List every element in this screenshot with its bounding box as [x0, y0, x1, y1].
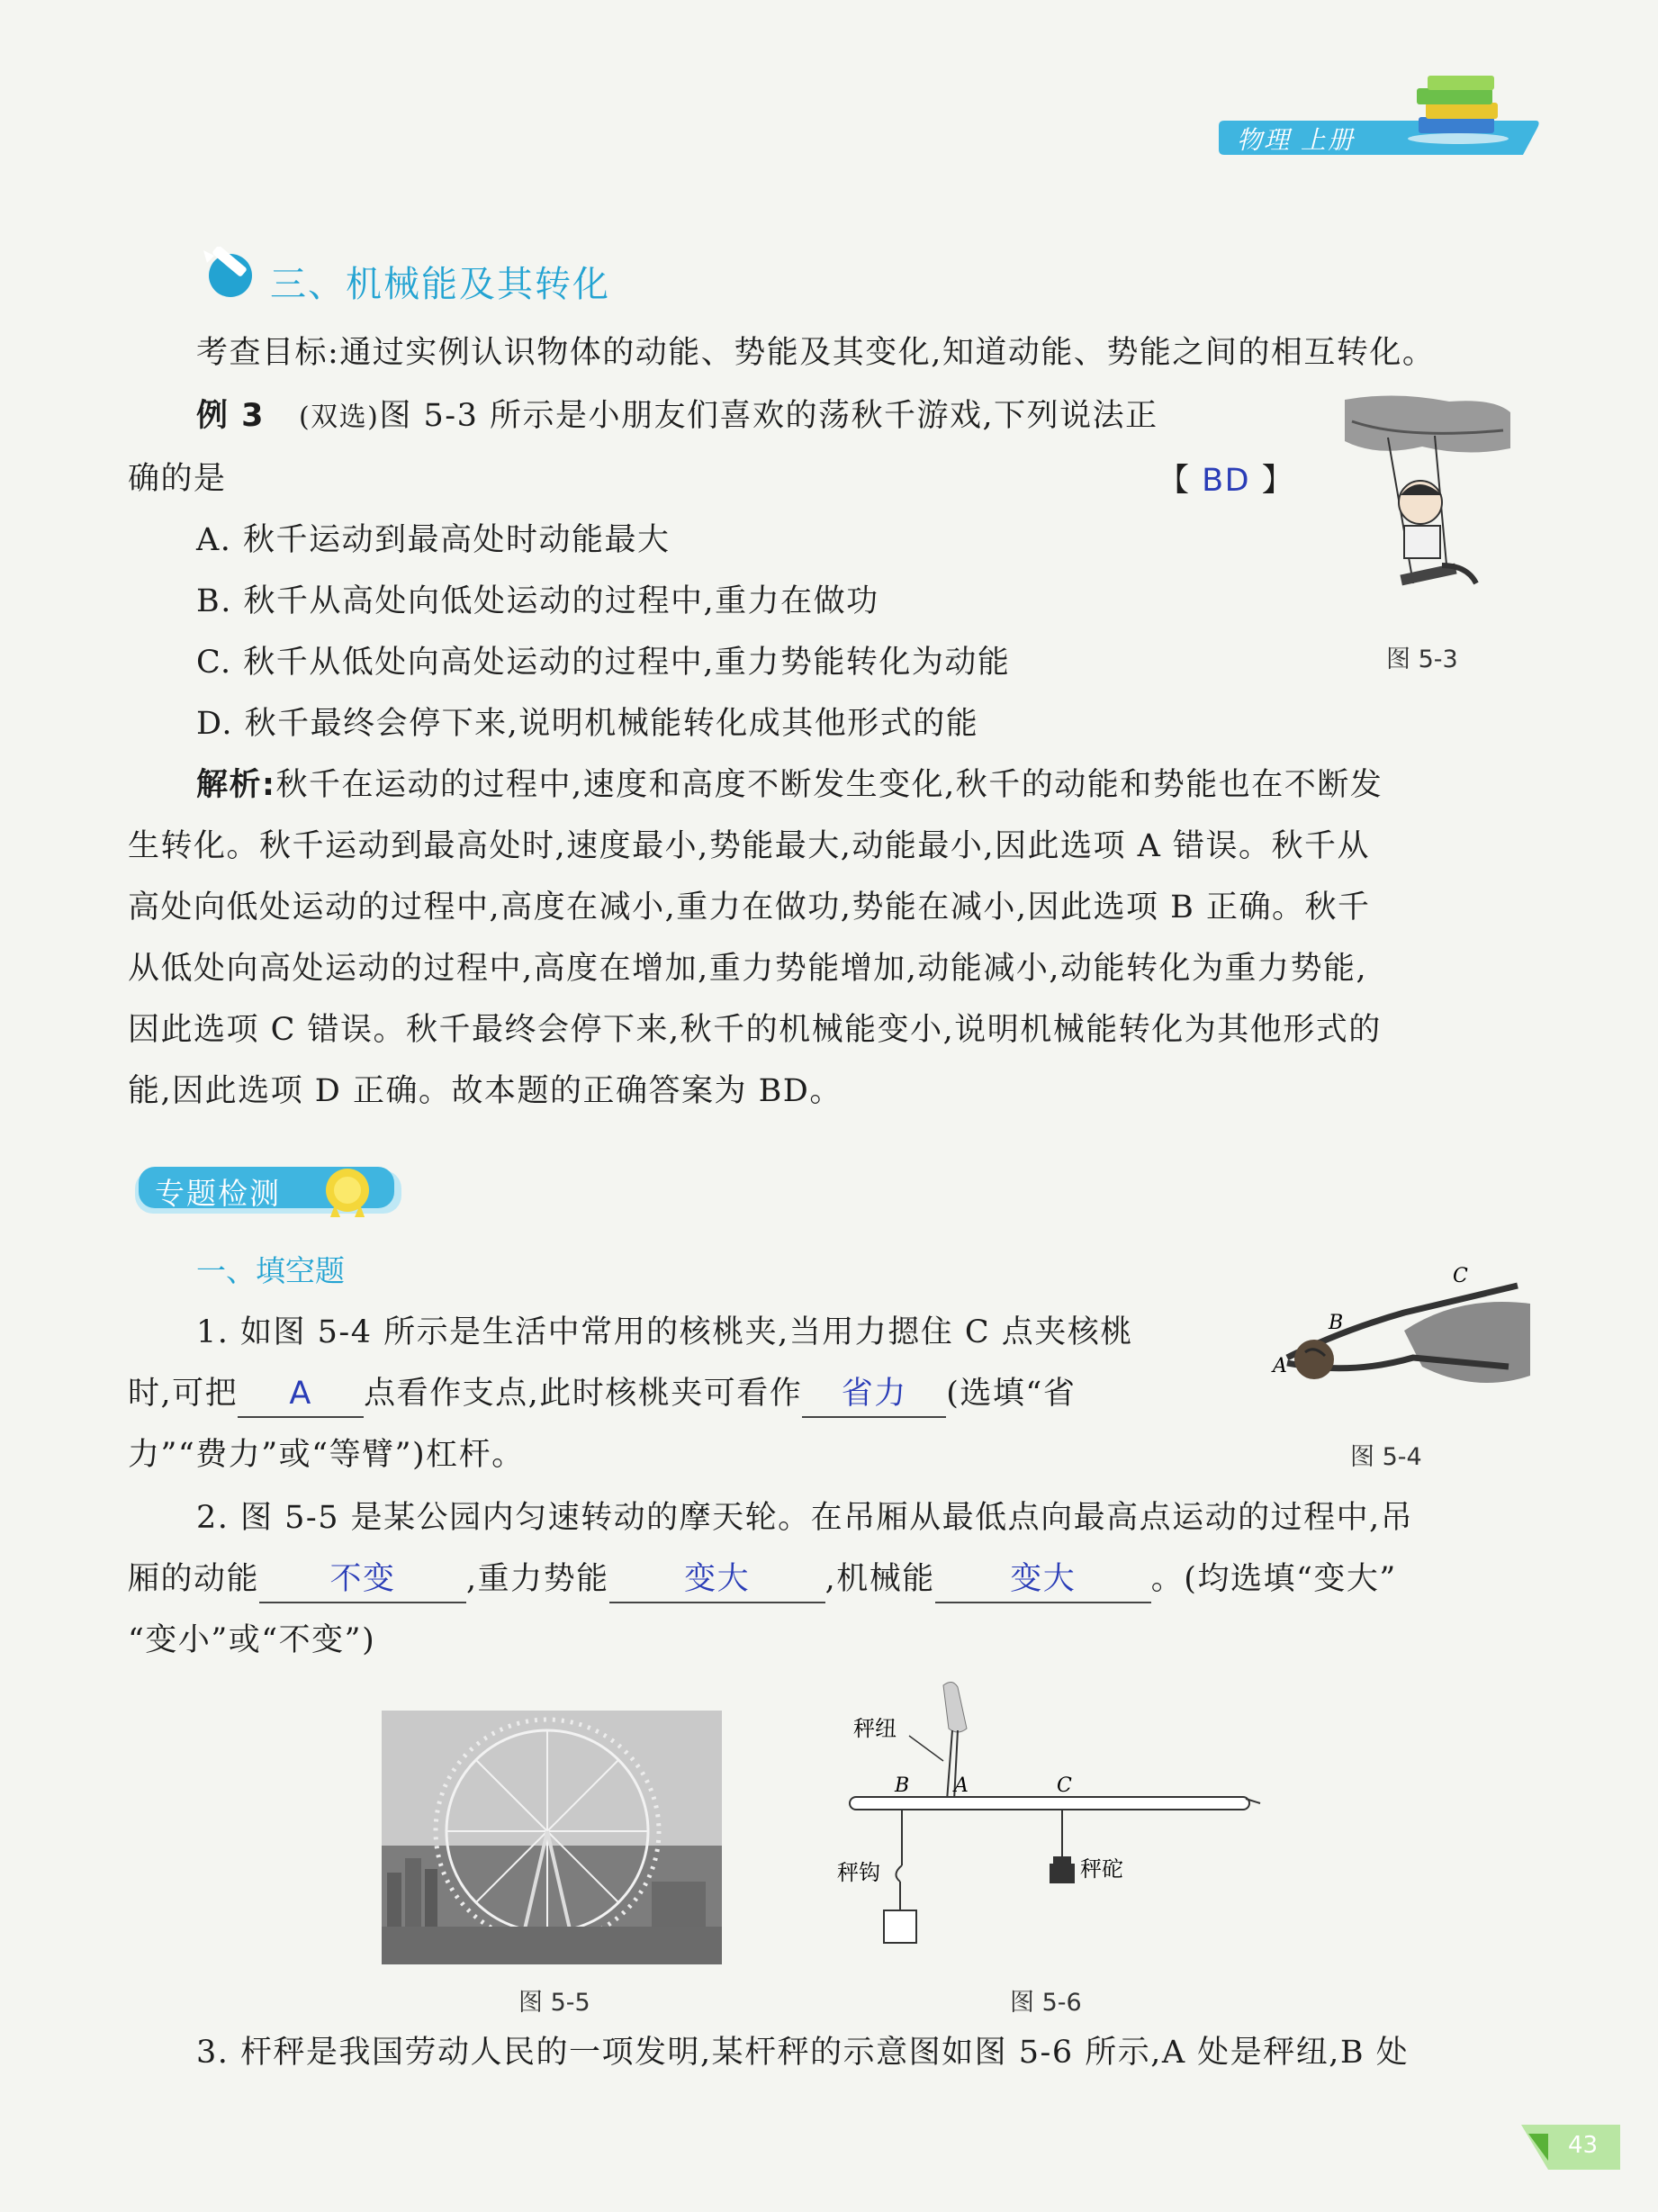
example-stem-text: 图 5-3 所示是小朋友们喜欢的荡秋千游戏,下列说法正: [379, 398, 1158, 434]
q1-answer-2: 省力: [802, 1375, 946, 1418]
bracket-left: 【: [1158, 463, 1191, 499]
q1-text-c: (选填“省: [946, 1376, 1077, 1412]
example-stem-line2: 确的是: [128, 461, 227, 497]
figure-5-5-caption: 图 5-5: [518, 1989, 590, 2017]
analysis-line-2: 生转化。秋千运动到最高处时,速度最小,势能最大,动能最小,因此选项 A 错误。秋千从: [128, 828, 1371, 864]
label-b: B: [895, 1774, 910, 1797]
steelyard-diagram: [837, 1680, 1278, 1963]
analysis-line-1: [196, 754, 1383, 816]
q2-line1: 2. 图 5-5 是某公园内匀速转动的摩天轮。在吊厢从最低点向最高点运动的过程中,吊: [196, 1500, 1414, 1536]
q2-text-d: 。(均选填“变大”: [1150, 1561, 1397, 1597]
swing-illustration: [1341, 394, 1512, 600]
page-number-badge: [1521, 2125, 1620, 2170]
q1-line3: 力”“费力”或“等臂”)杠杆。: [128, 1437, 525, 1473]
q1-line1: 1. 如图 5-4 所示是生活中常用的核桃夹,当用力摁住 C 点夹核桃: [196, 1314, 1133, 1350]
option-c: C. 秋千从低处向高处运动的过程中,重力势能转化为动能: [196, 645, 1011, 681]
q3-line1: 3. 杆秤是我国劳动人民的一项发明,某杆秤的示意图如图 5-6 所示,A 处是秤纽,B 处: [196, 2035, 1410, 2071]
option-b: B. 秋千从高处向低处运动的过程中,重力在做功: [196, 583, 879, 619]
q2-text-b: ,重力势能: [466, 1561, 609, 1597]
example-label: 例 3: [196, 398, 266, 434]
section-objective: 考查目标:通过实例认识物体的动能、势能及其变化,知道动能、势能之间的相互转化。: [196, 335, 1436, 371]
test-badge-text: 专题检测: [155, 1176, 281, 1211]
example-answer: BD: [1202, 463, 1251, 499]
q2-answer-3: 变大: [935, 1560, 1151, 1603]
section-title: 三、机械能及其转化: [270, 264, 610, 305]
analysis-line-4: 从低处向高处运动的过程中,高度在增加,重力势能增加,动能减小,动能转化为重力势能,: [128, 951, 1368, 987]
figure-5-6-caption: 图 5-6: [1010, 1989, 1082, 2017]
analysis-line-5: 因此选项 C 错误。秋千最终会停下来,秋千的机械能变小,说明机械能转化为其他形式的: [128, 1012, 1382, 1048]
subsection-title: 一、填空题: [196, 1253, 345, 1288]
test-badge: [135, 1165, 405, 1217]
analysis-label: 解析:: [196, 767, 276, 803]
q1-text-a: 时,可把: [128, 1376, 239, 1412]
q2-answer-1: 不变: [259, 1560, 466, 1603]
q1-text-b: 点看作支点,此时核桃夹可看作: [364, 1376, 803, 1412]
books-icon: [1404, 74, 1512, 146]
example-stem-line1: [196, 385, 1158, 448]
analysis-text-1: 秋千在运动的过程中,速度和高度不断发生变化,秋千的动能和势能也在不断发: [275, 767, 1383, 803]
bracket-right: 】: [1261, 463, 1295, 499]
header-tag-text: 物理 上册: [1237, 125, 1355, 155]
label-hook: 秤钩: [837, 1860, 880, 1885]
analysis-line-3: 高处向低处运动的过程中,高度在减小,重力在做功,势能在减小,因此选项 B 正确。秋千: [128, 889, 1371, 925]
nutcracker-label-b: B: [1329, 1312, 1344, 1334]
q1-answer-1: A: [238, 1375, 364, 1418]
figure-5-3-caption: 图 5-3: [1386, 646, 1458, 673]
option-a: A. 秋千运动到最高处时动能最大: [196, 522, 671, 558]
q2-answer-2: 变大: [609, 1560, 825, 1603]
q1-line2: [128, 1363, 1076, 1424]
example-type: (双选): [298, 402, 380, 433]
label-weight: 秤砣: [1080, 1856, 1123, 1882]
q2-line2: [128, 1548, 1397, 1610]
label-c: C: [1057, 1774, 1072, 1797]
q2-text-c: ,机械能: [824, 1561, 935, 1597]
nutcracker-label-c: C: [1453, 1265, 1468, 1287]
q2-text-a: 厢的动能: [128, 1561, 260, 1597]
option-d: D. 秋千最终会停下来,说明机械能转化成其他形式的能: [196, 706, 979, 742]
figure-5-4-caption: 图 5-4: [1350, 1443, 1422, 1471]
q2-line3: “变小”或“不变”): [128, 1622, 376, 1658]
analysis-line-6: 能,因此选项 D 正确。故本题的正确答案为 BD。: [128, 1073, 843, 1109]
example-answer-bracket: [1158, 450, 1294, 511]
nutcracker-label-a: A: [1273, 1355, 1287, 1377]
label-cord: 秤纽: [853, 1716, 897, 1741]
pencil-icon: [198, 247, 261, 301]
ferris-wheel-photo: [382, 1711, 722, 1964]
page-number: 43: [1568, 2132, 1599, 2159]
label-a: A: [954, 1774, 969, 1797]
nutcracker-figure: [1260, 1259, 1530, 1421]
